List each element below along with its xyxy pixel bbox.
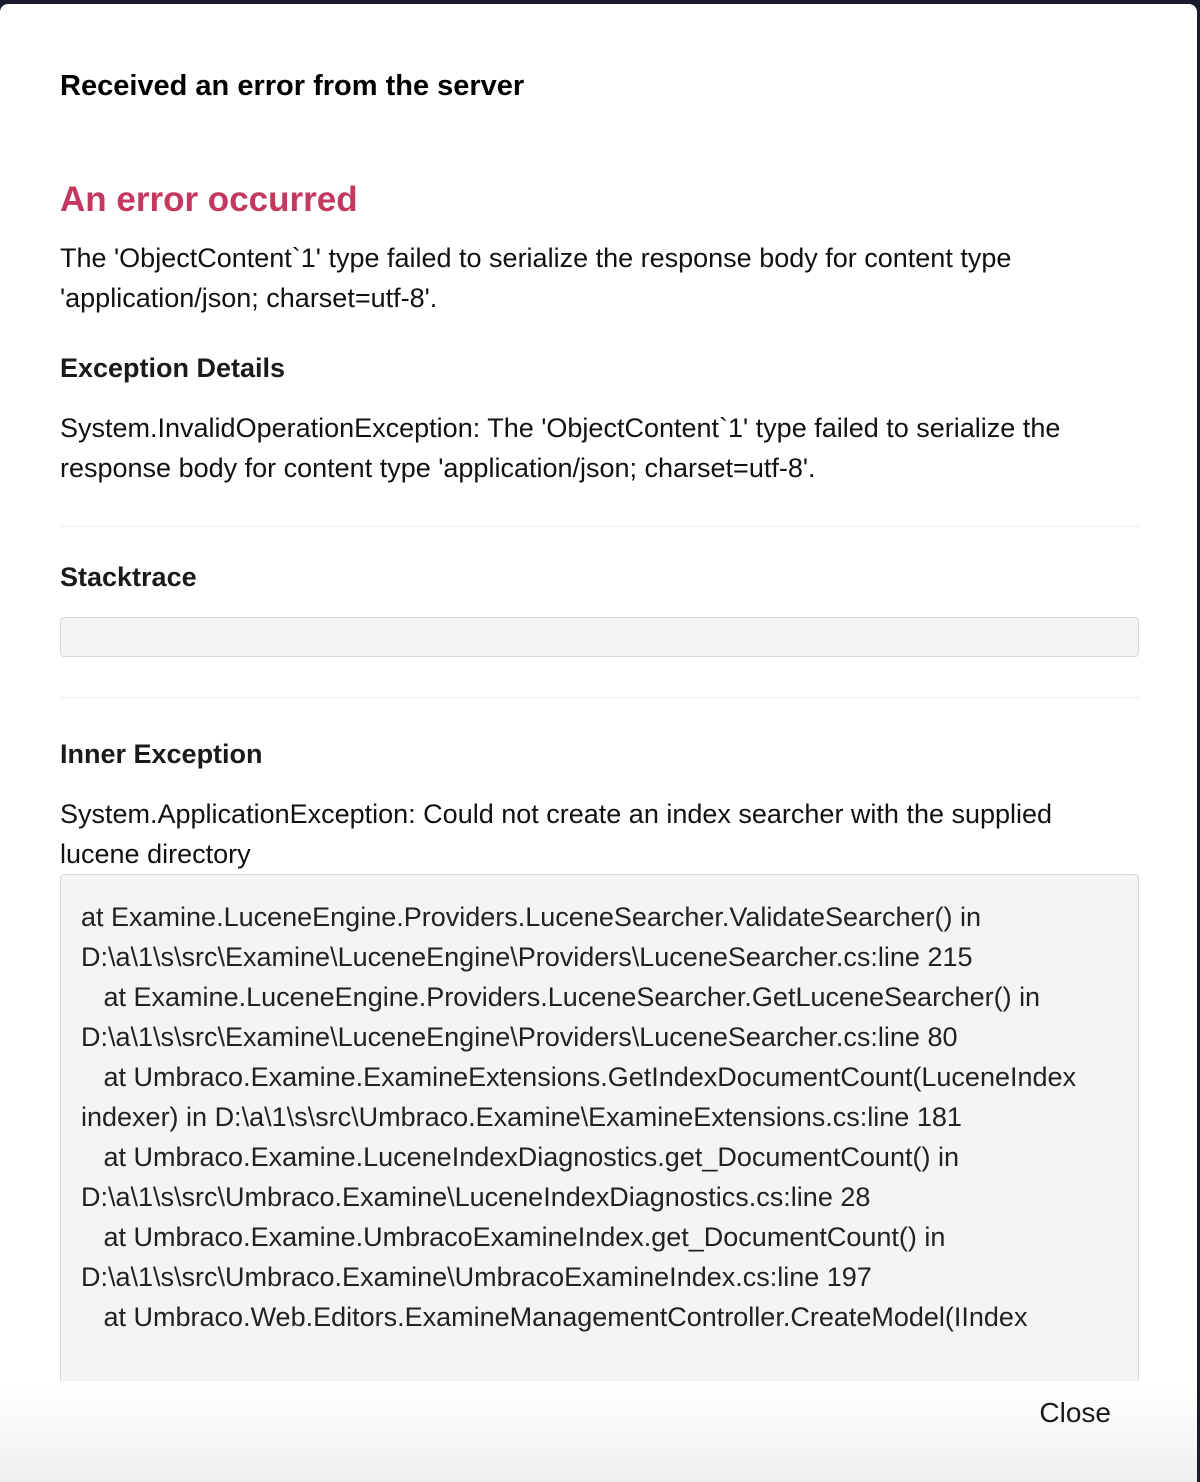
dialog-content[interactable] (60, 174, 1139, 1381)
dialog-title: Received an error from the server (60, 70, 525, 102)
error-message: The 'ObjectContent`1' type failed to serialize the response body for content type 'application/json; charset=utf-8'. (60, 243, 1012, 313)
dialog-footer (0, 1381, 1197, 1482)
inner-exception-message: System.ApplicationException: Could not create an index searcher with the supplied lucene directory (60, 799, 1053, 869)
inner-exception-trace[interactable]: at Examine.LuceneEngine.Providers.LuceneSearcher.ValidateSearcher() in D:\a\1\s\src\Examine\LuceneEngine\Providers\LuceneSearcher.cs:line 215 at Examine.LuceneEngine.Providers.LuceneSearcher.GetLuceneSearcher() in D:\a\1\s\src\Examine\LuceneEngine\Providers\LuceneSearcher.cs:line 80 at Umbraco.Examine.ExamineExtensions.GetIndexDocumentCount(LuceneIndex indexer) in D:\a\1\s\src\Umbraco.Examine\ExamineExtensions.cs:line 181 at Umbraco.Examine.LuceneIndexDiagnostics.get_DocumentCount() in D:\a\1\s\src\Umbraco.Examine\LuceneIndexDiagnostics.cs:line 28 at Umbraco.Examine.UmbracoExamineIndex.get_DocumentCount() in D:\a\1\s\src\Umbraco.Examine\UmbracoExamineIndex.cs:line 197 at Umbraco.Web.Editors.ExamineManagementController.CreateModel(IIndex (60, 874, 1139, 1381)
divider (60, 526, 1139, 527)
exception-details-heading: Exception Details (60, 353, 286, 383)
error-dialog (0, 4, 1197, 1482)
inner-exception-heading: Inner Exception (60, 739, 263, 769)
close-button[interactable]: Close (1039, 1393, 1111, 1433)
stacktrace-heading: Stacktrace (60, 562, 197, 592)
exception-details-text: System.InvalidOperationException: The 'ObjectContent`1' type failed to serialize the response body for content type 'application/json; charset=utf-8'. (60, 413, 1061, 483)
stacktrace-box[interactable] (60, 617, 1139, 657)
divider (60, 697, 1139, 698)
error-title: An error occurred (60, 180, 358, 219)
